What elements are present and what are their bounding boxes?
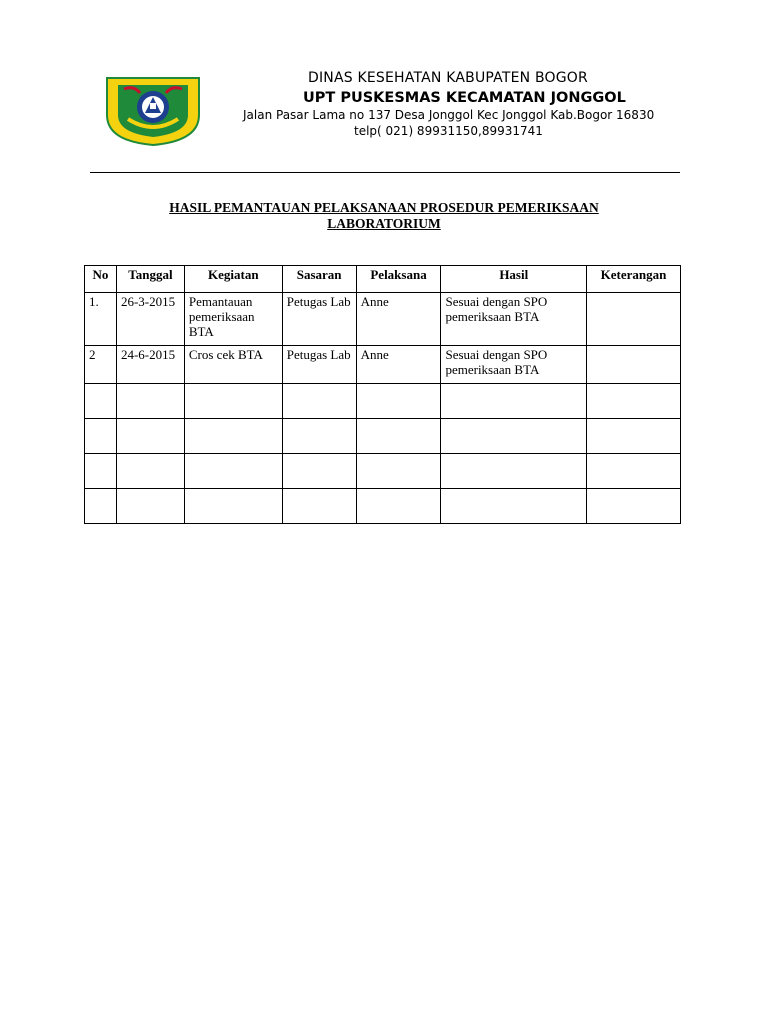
document-title-line2: LABORATORIUM bbox=[327, 216, 441, 231]
cell-sasaran bbox=[282, 454, 356, 489]
cell-hasil bbox=[441, 489, 587, 524]
cell-pelaksana bbox=[356, 419, 441, 454]
header-agency: DINAS KESEHATAN KABUPATEN BOGOR bbox=[308, 70, 588, 86]
cell-no bbox=[85, 489, 117, 524]
table-row bbox=[85, 454, 681, 489]
cell-keterangan bbox=[587, 419, 681, 454]
kabupaten-bogor-logo bbox=[104, 75, 202, 147]
cell-keterangan bbox=[587, 454, 681, 489]
cell-hasil bbox=[441, 419, 587, 454]
cell-tanggal: 26-3-2015 bbox=[116, 293, 184, 346]
cell-kegiatan: Cros cek BTA bbox=[184, 346, 282, 384]
header-divider bbox=[90, 172, 680, 173]
cell-pelaksana: Anne bbox=[356, 346, 441, 384]
cell-kegiatan bbox=[184, 489, 282, 524]
column-header-hasil: Hasil bbox=[441, 266, 587, 293]
table-row bbox=[85, 489, 681, 524]
cell-tanggal bbox=[116, 489, 184, 524]
table-row bbox=[85, 419, 681, 454]
column-header-keterangan: Keterangan bbox=[587, 266, 681, 293]
cell-hasil: Sesuai dengan SPO pemeriksaan BTA bbox=[441, 346, 587, 384]
cell-hasil: Sesuai dengan SPO pemeriksaan BTA bbox=[441, 293, 587, 346]
table-row bbox=[85, 384, 681, 419]
cell-kegiatan bbox=[184, 454, 282, 489]
cell-no bbox=[85, 419, 117, 454]
column-header-sasaran: Sasaran bbox=[282, 266, 356, 293]
cell-kegiatan: Pemantauan pemeriksaan BTA bbox=[184, 293, 282, 346]
monitoring-table bbox=[84, 265, 681, 524]
column-header-no: No bbox=[85, 266, 117, 293]
table-header-row bbox=[85, 266, 681, 293]
column-header-tanggal: Tanggal bbox=[116, 266, 184, 293]
document-title-line1: HASIL PEMANTAUAN PELAKSANAAN PROSEDUR PEMERIKSAAN bbox=[169, 200, 599, 215]
cell-keterangan bbox=[587, 346, 681, 384]
cell-pelaksana bbox=[356, 489, 441, 524]
cell-tanggal: 24-6-2015 bbox=[116, 346, 184, 384]
cell-pelaksana: Anne bbox=[356, 293, 441, 346]
cell-hasil bbox=[441, 384, 587, 419]
cell-sasaran: Petugas Lab bbox=[282, 346, 356, 384]
cell-sasaran: Petugas Lab bbox=[282, 293, 356, 346]
table-row bbox=[85, 293, 681, 346]
cell-tanggal bbox=[116, 419, 184, 454]
cell-pelaksana bbox=[356, 384, 441, 419]
table-row bbox=[85, 346, 681, 384]
cell-sasaran bbox=[282, 384, 356, 419]
cell-no: 1. bbox=[85, 293, 117, 346]
cell-hasil bbox=[441, 454, 587, 489]
cell-kegiatan bbox=[184, 384, 282, 419]
cell-keterangan bbox=[587, 489, 681, 524]
cell-tanggal bbox=[116, 384, 184, 419]
cell-no bbox=[85, 454, 117, 489]
cell-kegiatan bbox=[184, 419, 282, 454]
header-phone: telp( 021) 89931150,89931741 bbox=[354, 124, 543, 138]
cell-keterangan bbox=[587, 384, 681, 419]
cell-sasaran bbox=[282, 489, 356, 524]
column-header-pelaksana: Pelaksana bbox=[356, 266, 441, 293]
cell-sasaran bbox=[282, 419, 356, 454]
cell-pelaksana bbox=[356, 454, 441, 489]
header-address: Jalan Pasar Lama no 137 Desa Jonggol Kec Jonggol Kab.Bogor 16830 bbox=[243, 108, 655, 122]
cell-no bbox=[85, 384, 117, 419]
cell-tanggal bbox=[116, 454, 184, 489]
cell-no: 2 bbox=[85, 346, 117, 384]
cell-keterangan bbox=[587, 293, 681, 346]
column-header-kegiatan: Kegiatan bbox=[184, 266, 282, 293]
header-puskesmas: UPT PUSKESMAS KECAMATAN JONGGOL bbox=[303, 90, 626, 106]
